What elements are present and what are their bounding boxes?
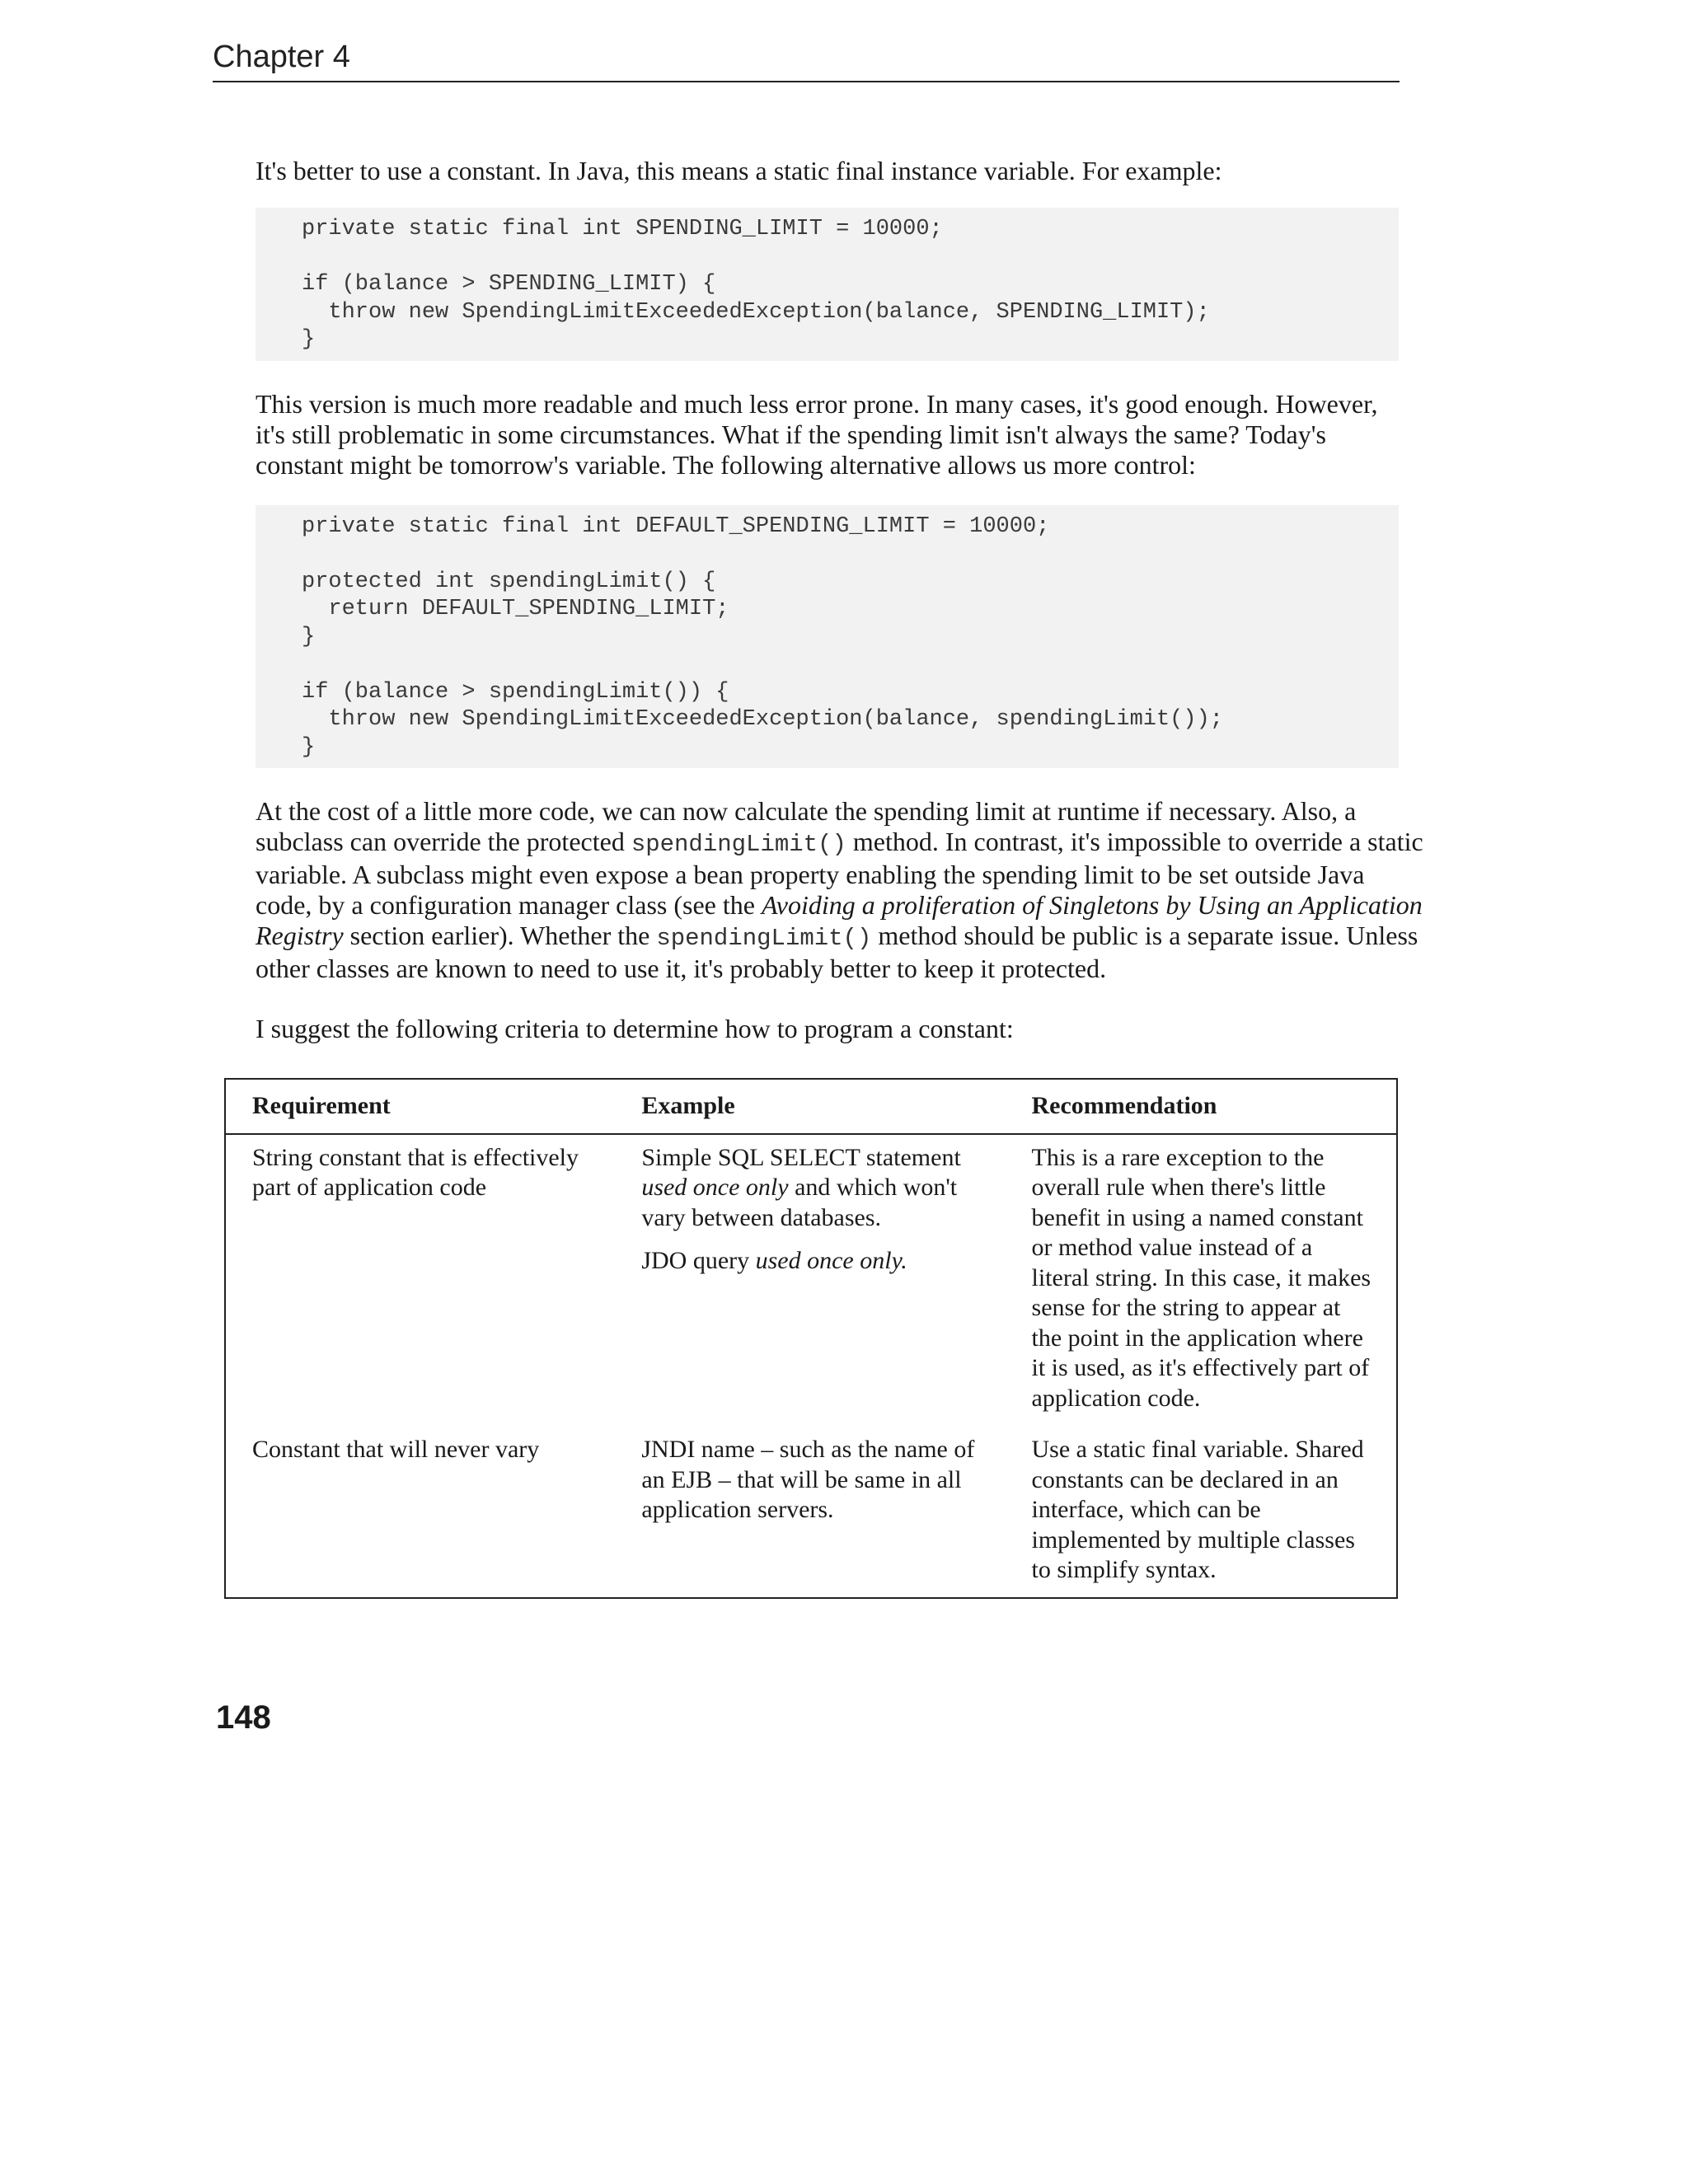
table-row: [225, 1427, 1397, 1598]
inline-code-spending-limit-2: spendingLimit(): [656, 925, 872, 952]
cell-requirement: Constant that will never vary: [252, 1436, 540, 1463]
example-line: [641, 1246, 980, 1277]
runtime-text-3: section earlier). Whether the: [343, 921, 657, 950]
header-example: Example: [615, 1079, 1005, 1134]
inline-code-spending-limit: spendingLimit(): [631, 831, 846, 858]
intro-paragraph: It's better to use a constant. In Java, this means a static final instance variable. For example:: [256, 156, 1222, 185]
main-content: [256, 152, 1423, 1044]
example-text: Simple SQL SELECT statement: [641, 1143, 961, 1171]
code-block-constant: private static final int SPENDING_LIMIT = 10000; if (balance > SPENDING_LIMIT) { throw new SpendingLimitExceededException(balance, SPENDING_LIMIT); }: [256, 208, 1399, 361]
runtime-paragraph: [256, 796, 1426, 984]
constant-criteria-table: [224, 1078, 1398, 1599]
cell-recommendation: Use a static final variable. Shared constants can be declared in an interface, which can be implemented by multiple classes to simplify syntax.: [1031, 1436, 1364, 1583]
example-line: [641, 1143, 980, 1234]
example-text: JDO query: [641, 1247, 756, 1274]
example-emphasis: used once only.: [755, 1247, 907, 1274]
runtime-text-2: method. In contrast, it's impossible to override a static variable. A subclass might even expose a bean property enabling the spending limit to be set outside Java code, by a configuration manager class (see the: [256, 827, 1423, 920]
runtime-text-1: At the cost of a little more code, we can now calculate the spending limit at runtime if necessary. Also, a subclass can override the protected: [256, 796, 1357, 856]
example-text: and which won't vary between databases.: [641, 1174, 958, 1231]
cell-example: JNDI name – such as the name of an EJB – that will be same in all application servers.: [641, 1436, 975, 1523]
header-requirement: Requirement: [225, 1079, 615, 1134]
header-recommendation: Recommendation: [1006, 1079, 1397, 1134]
section-reference: Avoiding a proliferation of Singletons by Using an Application Registry: [256, 890, 1423, 950]
running-header: [213, 36, 1400, 82]
readability-paragraph: This version is much more readable and much less error prone. In many cases, it's good enough. However, it's still problematic in some circumstances. What if the spending limit isn't always the same? Today's constant might be tomorrow's variable. The following alternative allows us more control:: [256, 388, 1378, 480]
cell-requirement: String constant that is effectively part of application code: [252, 1143, 579, 1201]
page-number: 148: [216, 1699, 271, 1736]
criteria-intro-paragraph: I suggest the following criteria to determine how to program a constant:: [256, 1014, 1014, 1043]
runtime-text-4: method should be public is a separate issue. Unless other classes are known to need to use it, it's probably better to keep it protected.: [256, 921, 1418, 983]
table-row: [225, 1134, 1397, 1427]
code-block-method: private static final int DEFAULT_SPENDING_LIMIT = 10000; protected int spendingLimit() { return DEFAULT_SPENDING_LIMIT; } if (balance > spendingLimit()) { throw new SpendingLimitExceededException(balance, spendingLimit()); }: [256, 505, 1399, 769]
cell-recommendation: This is a rare exception to the overall rule when there's little benefit in using a named constant or method value instead of a literal string. In this case, it makes sense for the string to appear at the point in the application where it is used, as it's effectively part of application code.: [1031, 1143, 1372, 1412]
chapter-title: Chapter 4: [213, 40, 350, 74]
cell-example: [615, 1134, 1005, 1427]
table-header-row: [225, 1079, 1397, 1134]
example-emphasis: used once only: [641, 1174, 789, 1201]
